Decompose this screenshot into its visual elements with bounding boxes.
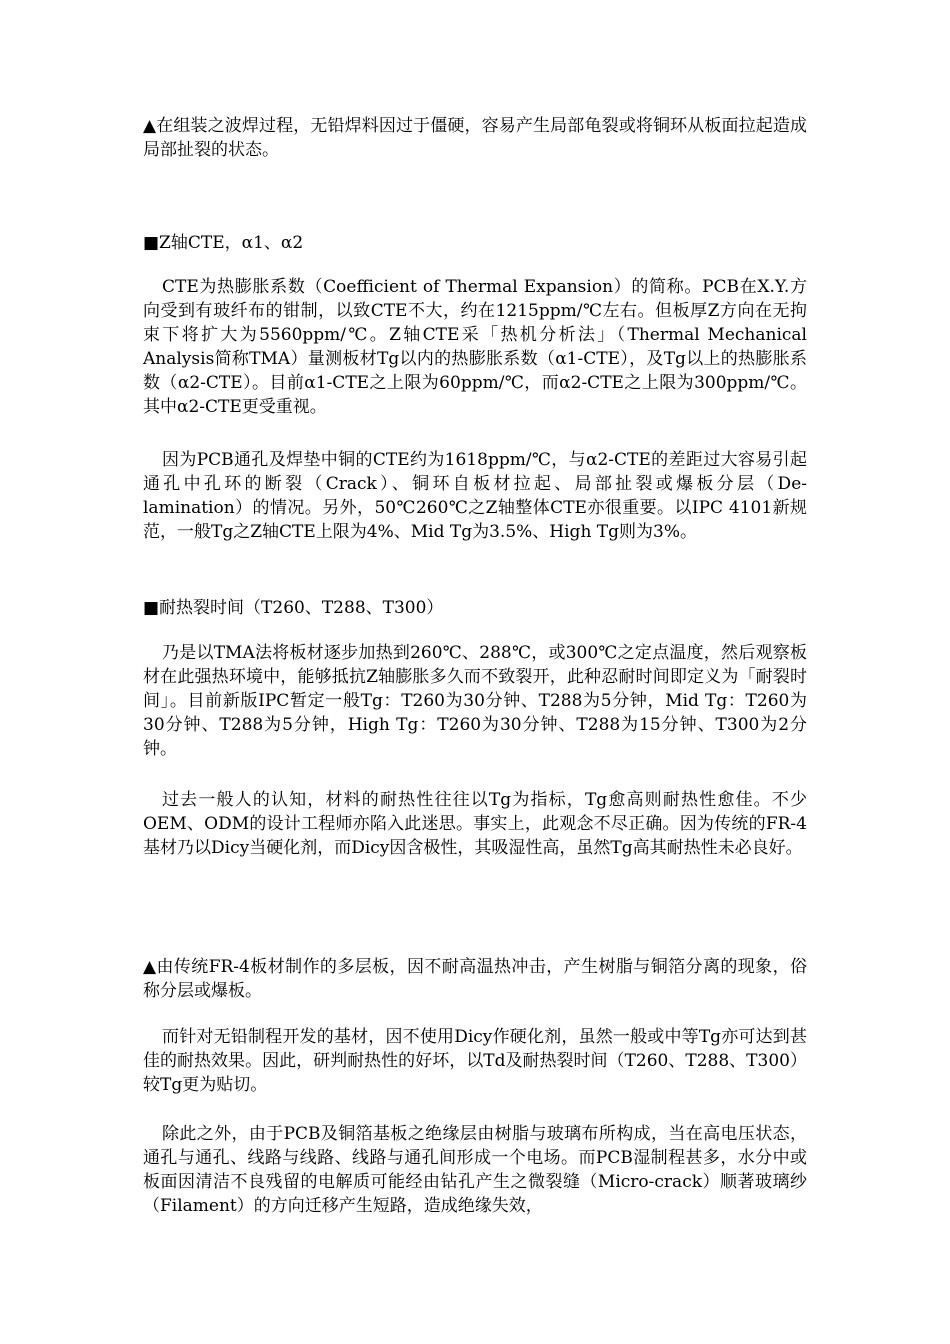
paragraph-cte-definition: CTE为热膨胀系数（Coefficient of Thermal Expansion）的简称。PCB在X.Y.方向受到有玻纤布的钳制，以致CTE不大，约在1215ppm/℃左右。但板厚Z方向在无拘束下将扩大为5560ppm/℃。Z轴CTE采「热机分析法」（Thermal Mechanical Analysis简称TMA）量测板材Tg以内的热膨胀系数（α1-CTE），及Tg以上的热膨胀系数（α2-CTE）。目前α1-CTE之上限为60ppm/℃，而α2-CTE之上限为300ppm/℃。其中α2-CTE更受重视。 — [143, 277, 813, 417]
heading-z-axis-cte: ■Z轴CTE，α1、α2 — [143, 233, 304, 253]
paragraph-lead-free-substrate: 而针对无铅制程开发的基材，因不使用Dicy作硬化剂，虽然一般或中等Tg亦可达到甚佳的耐热效果。因此，研判耐热性的好坏，以Td及耐热裂时间（T260、T288、T300）较Tg更为贴切。 — [143, 1027, 807, 1095]
caption-fr4-delamination: ▲由传统FR-4板材制作的多层板，因不耐高温热冲击，产生树脂与铜箔分离的现象，俗称分层或爆板。 — [143, 957, 807, 1001]
paragraph-copper-cte: 因为PCB通孔及焊垫中铜的CTE约为1618ppm/℃，与α2-CTE的差距过大容易引起通孔中孔环的断裂（Crack）、铜环自板材拉起、局部扯裂或爆板分层（De-lamination）的情况。另外，50℃260℃之Z轴整体CTE亦很重要。以IPC 4101新规范，一般Tg之Z轴CTE上限为4%、Mid Tg为3.5%、High Tg则为3%。 — [143, 450, 807, 542]
heading-time-to-delamination: ■耐热裂时间（T260、T288、T300） — [143, 598, 444, 618]
paragraph-insulation-failure: 除此之外，由于PCB及铜箔基板之绝缘层由树脂与玻璃布所构成，当在高电压状态，通孔与通孔、线路与线路、线路与通孔间形成一个电场。而PCB湿制程甚多，水分中或板面因清洁不良残留的电解质可能经由钻孔产生之微裂缝（Micro-crack）顺著玻璃纱（Filament）的方向迁移产生短路，造成绝缘失效， — [143, 1124, 807, 1216]
paragraph-tg-misconception: 过去一般人的认知，材料的耐热性往往以Tg为指标，Tg愈高则耐热性愈佳。不少OEM、ODM的设计工程师亦陷入此迷思。事实上，此观念不尽正确。因为传统的FR-4基材乃以Dicy当硬化剂，而Dicy因含极性，其吸湿性高，虽然Tg高其耐热性未必良好。 — [143, 790, 807, 858]
paragraph-tma-method: 乃是以TMA法将板材逐步加热到260℃、288℃，或300℃之定点温度，然后观察板材在此强热环境中，能够抵抗Z轴膨胀多久而不致裂开，此种忍耐时间即定义为「耐裂时间」。目前新版IPC暂定一般Tg：T260为30分钟、T288为5分钟，Mid Tg：T260为30分钟、T288为5分钟，High Tg：T260为30分钟、T288为15分钟、T300为2分钟。 — [143, 643, 807, 759]
caption-wave-solder: ▲在组装之波焊过程，无铅焊料因过于僵硬，容易产生局部龟裂或将铜环从板面拉起造成局部扯裂的状态。 — [143, 116, 807, 160]
